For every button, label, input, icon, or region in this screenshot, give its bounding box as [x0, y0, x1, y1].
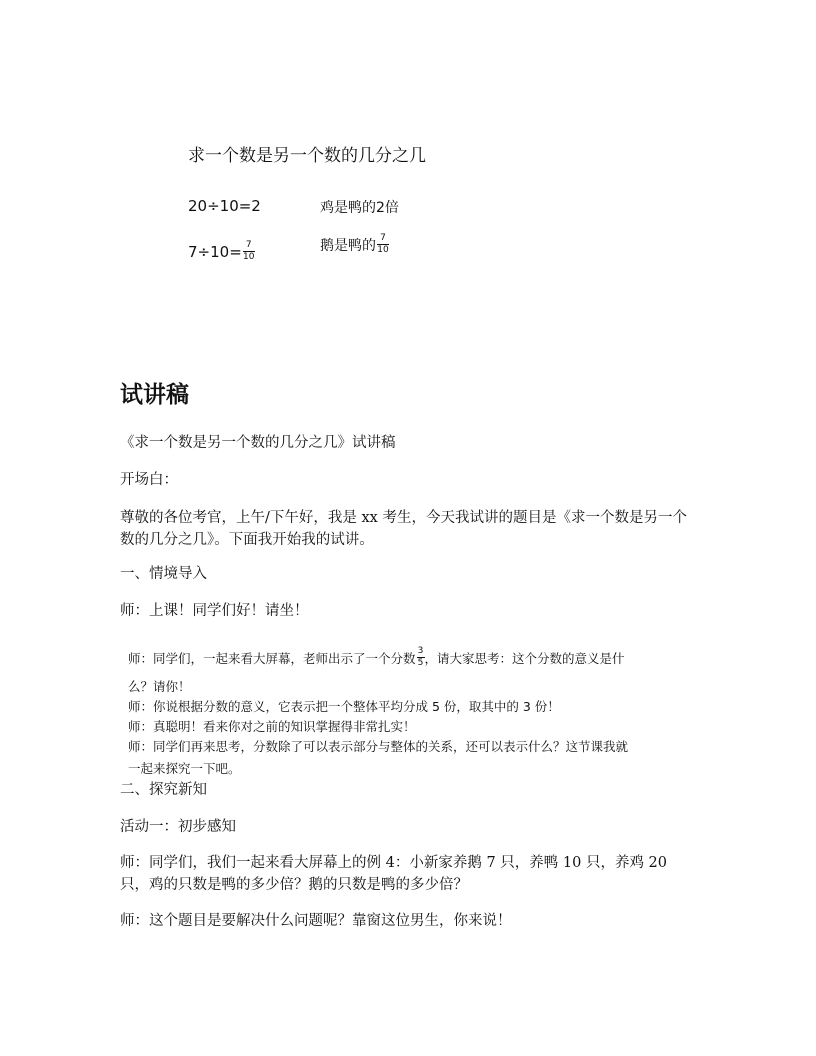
section-heading-intro: 一、情境导入 — [120, 566, 207, 582]
scanned-line-3: 师：你说根据分数的意义，它表示把一个整体平均分成 5 份，取其中的 3 份！ — [128, 699, 560, 714]
fraction-three-fifths — [417, 647, 425, 668]
page-heading: 试讲稿 — [120, 382, 189, 408]
equation-goose-prefix: 7÷10= — [188, 242, 242, 261]
opening-label: 开场白： — [120, 472, 178, 488]
scanned-line-5: 师：同学们再来思考，分数除了可以表示部分与整体的关系，还可以表示什么？这节课我就 — [128, 739, 629, 754]
fraction-numerator: 7 — [380, 233, 386, 243]
equation-goose — [188, 241, 255, 262]
fraction-denominator: 5 — [417, 658, 424, 668]
fraction-seven-tenths-note — [377, 234, 389, 255]
fraction-denominator: 10 — [377, 245, 389, 255]
scanned-line-1 — [128, 647, 625, 668]
note-goose — [320, 234, 389, 255]
scanned-line-6: 一起来探究一下吧。 — [128, 761, 241, 776]
fraction-denominator: 10 — [243, 252, 255, 262]
activity-heading: 活动一：初步感知 — [120, 819, 236, 835]
scanned-line-2: 么？请你！ — [128, 679, 191, 694]
scanned-line-4: 师：真聪明！看来你对之前的知识掌握得非常扎实！ — [128, 719, 416, 734]
note-goose-prefix: 鹅是鸭的 — [320, 237, 376, 254]
equation-chicken: 20÷10=2 — [188, 197, 261, 215]
fraction-seven-tenths — [243, 241, 255, 262]
fraction-numerator: 7 — [245, 240, 252, 250]
scanned-line-1-suffix: ，请大家思考：这个分数的意义是什 — [424, 650, 625, 666]
section-heading-explore: 二、探究新知 — [120, 782, 207, 798]
greeting-paragraph: 尊敬的各位考官，上午/下午好，我是 xx 考生，今天我试讲的题目是《求一个数是另一个数的几分之几》。下面我开始我的试讲。 — [120, 510, 687, 548]
teacher-line-example: 师：同学们，我们一起来看大屏幕上的例 4：小新家养鹅 7 只，养鸭 10 只，养鸡 20 只，鸡的只数是鸭的多少倍？鹅的只数是鸭的多少倍？ — [120, 855, 668, 893]
note-chicken: 鸡是鸭的2倍 — [320, 200, 399, 216]
fraction-numerator: 3 — [417, 646, 424, 656]
scanned-line-1-prefix: 师：同学们，一起来看大屏幕，老师出示了一个分数 — [128, 650, 416, 666]
script-title: 《求一个数是另一个数的几分之几》试讲稿 — [120, 435, 396, 451]
teacher-line-start: 师：上课！同学们好！请坐！ — [120, 603, 309, 619]
teacher-line-question: 师：这个题目是要解决什么问题呢？靠窗这位男生，你来说！ — [120, 913, 512, 929]
board-title: 求一个数是另一个数的几分之几 — [188, 146, 426, 166]
